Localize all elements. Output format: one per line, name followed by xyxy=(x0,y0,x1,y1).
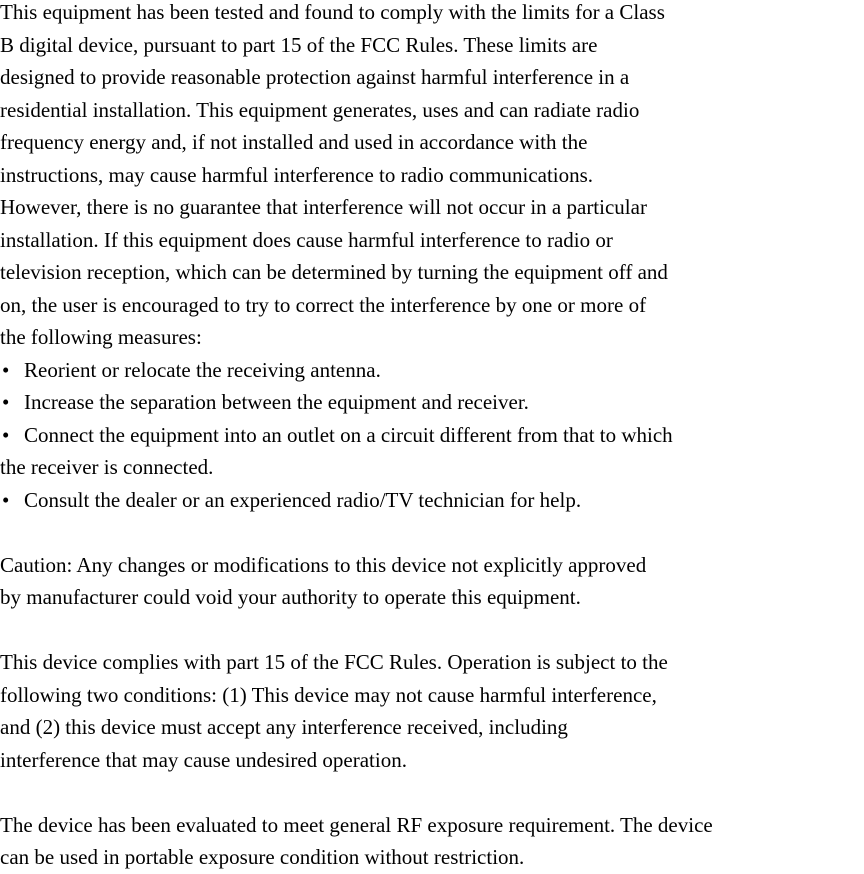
list-item-text: Increase the separation between the equipment and receiver. xyxy=(24,390,529,414)
caution-paragraph xyxy=(0,549,864,614)
list-item xyxy=(0,354,864,387)
text-line xyxy=(0,419,864,452)
bullet-icon: • xyxy=(2,357,10,382)
text-line: interference that may cause undesired operation. xyxy=(0,747,407,772)
paragraph-spacer xyxy=(0,614,864,647)
measures-list xyxy=(0,354,864,517)
text-line: the following measures: xyxy=(0,325,202,349)
text-line: The device has been evaluated to meet general RF exposure requirement. The device xyxy=(0,812,713,837)
list-item-text: Reorient or relocate the receiving antenna. xyxy=(24,357,381,382)
text-line: the receiver is connected. xyxy=(0,455,214,479)
text-line: and (2) this device must accept any interference received, including xyxy=(0,715,568,739)
text-line: Caution: Any changes or modifications to this device not explicitly approved xyxy=(0,552,647,577)
text-line: on, the user is encouraged to try to correct the interference by one or more of xyxy=(0,292,647,317)
text-line: following two conditions: (1) This device may not cause harmful interference, xyxy=(0,682,657,707)
text-line: residential installation. This equipment generates, uses and can radiate radio xyxy=(0,97,640,122)
list-item xyxy=(0,484,864,517)
list-item xyxy=(0,386,864,419)
text-line xyxy=(0,484,864,517)
compliance-paragraph xyxy=(0,646,864,776)
bullet-icon: • xyxy=(2,487,10,512)
bullet-icon: • xyxy=(2,422,10,447)
text-line: installation. If this equipment does cause harmful interference to radio or xyxy=(0,227,613,252)
text-line: can be used in portable exposure condition without restriction. xyxy=(0,845,525,869)
text-line: by manufacturer could void your authority to operate this equipment. xyxy=(0,585,581,609)
paragraph-spacer xyxy=(0,516,864,549)
paragraph-spacer xyxy=(0,776,864,809)
text-line: This device complies with part 15 of the FCC Rules. Operation is subject to the xyxy=(0,650,668,674)
list-item-text: Connect the equipment into an outlet on a circuit different from that to which xyxy=(24,422,673,447)
text-line: instructions, may cause harmful interference to radio communications. xyxy=(0,162,594,187)
text-line: designed to provide reasonable protection against harmful interference in a xyxy=(0,65,630,89)
text-line: However, there is no guarantee that interference will not occur in a particular xyxy=(0,195,647,219)
text-line: frequency energy and, if not installed and used in accordance with the xyxy=(0,130,588,154)
text-line xyxy=(0,386,864,419)
text-line: B digital device, pursuant to part 15 of the FCC Rules. These limits are xyxy=(0,32,598,57)
rf-exposure-paragraph xyxy=(0,809,864,874)
text-line: This equipment has been tested and found to comply with the limits for a Class xyxy=(0,0,665,24)
bullet-icon: • xyxy=(2,390,10,414)
intro-paragraph xyxy=(0,0,864,354)
list-item xyxy=(0,419,864,484)
text-line xyxy=(0,354,864,387)
text-line: television reception, which can be determined by turning the equipment off and xyxy=(0,260,668,284)
list-item-text: Consult the dealer or an experienced radio/TV technician for help. xyxy=(24,487,582,512)
